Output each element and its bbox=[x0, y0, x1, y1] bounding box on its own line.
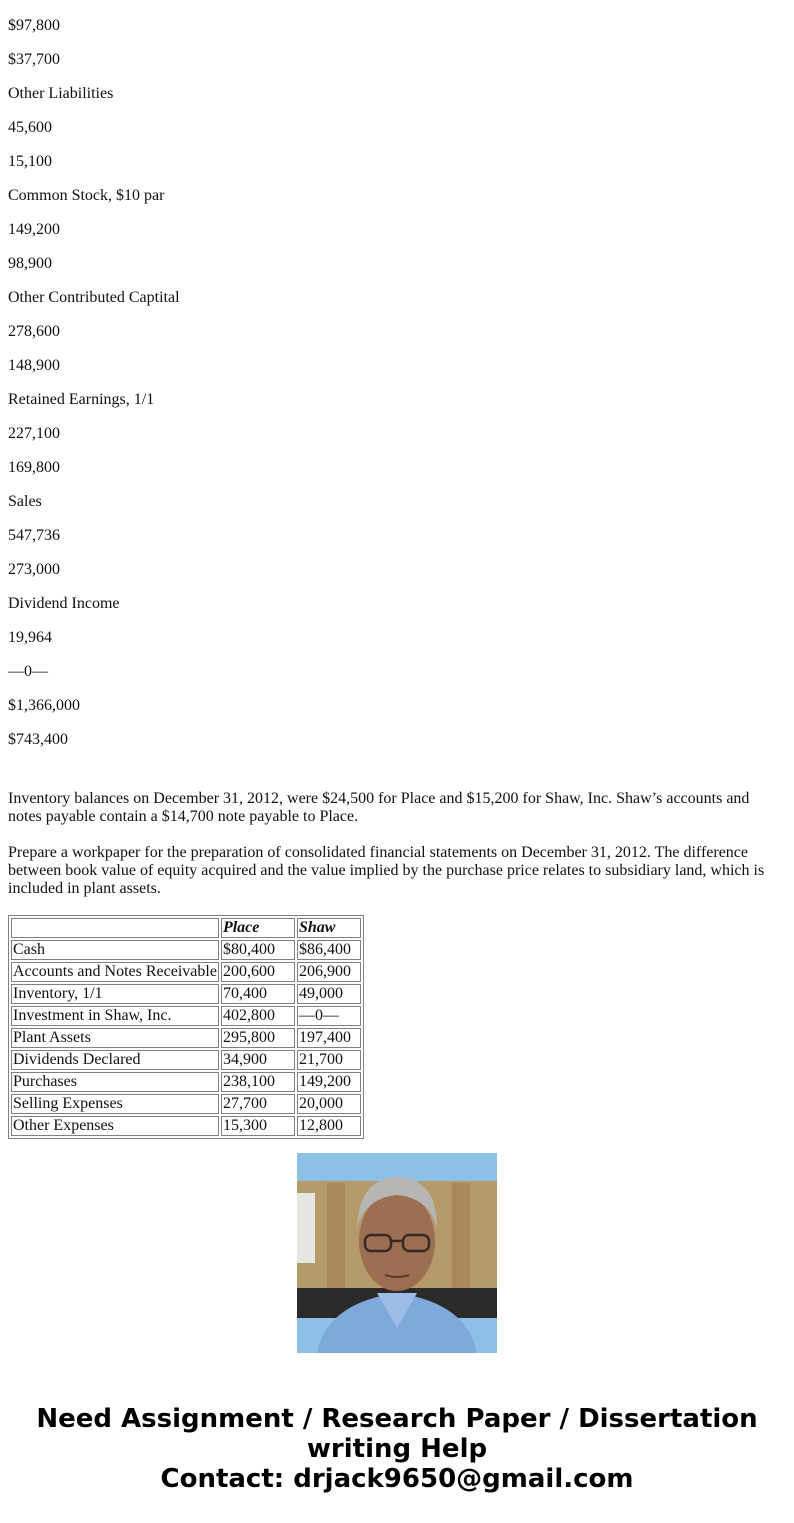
list-value-place: 45,600 bbox=[8, 119, 52, 136]
cell-shaw: 149,200 bbox=[297, 1072, 361, 1092]
list-value-shaw: 98,900 bbox=[8, 255, 52, 272]
row-label: Plant Assets bbox=[11, 1028, 219, 1048]
cell-place: 15,300 bbox=[221, 1116, 295, 1136]
portrait-icon bbox=[297, 1153, 497, 1353]
row-label: Selling Expenses bbox=[11, 1094, 219, 1114]
list-value-shaw: 169,800 bbox=[8, 459, 60, 476]
list-label bbox=[8, 0, 786, 1]
row-label: Inventory, 1/1 bbox=[11, 984, 219, 1004]
cell-place: 70,400 bbox=[221, 984, 295, 1004]
cell-place: 27,700 bbox=[221, 1094, 295, 1114]
cell-shaw: 21,700 bbox=[297, 1050, 361, 1070]
row-label: Accounts and Notes Receivable bbox=[13, 963, 217, 980]
balance-list bbox=[8, 0, 786, 765]
cell-shaw: 206,900 bbox=[297, 962, 361, 982]
row-label: Cash bbox=[11, 940, 219, 960]
list-value-place: 227,100 bbox=[8, 425, 60, 442]
list-label: Other Liabilities bbox=[8, 85, 114, 102]
table-row bbox=[11, 1050, 361, 1070]
header-cell-shaw: Shaw bbox=[297, 918, 361, 938]
list-value-shaw: 15,100 bbox=[8, 153, 52, 170]
total-shaw: $743,400 bbox=[8, 731, 68, 748]
list-value-place: 547,736 bbox=[8, 527, 60, 544]
table-row bbox=[11, 1072, 361, 1092]
cell-place: 238,100 bbox=[221, 1072, 295, 1092]
cell-shaw: 12,800 bbox=[297, 1116, 361, 1136]
list-label: Sales bbox=[8, 493, 42, 510]
row-label: Investment in Shaw, Inc. bbox=[11, 1006, 219, 1026]
cell-place: 295,800 bbox=[221, 1028, 295, 1048]
list-value-shaw: 273,000 bbox=[8, 561, 60, 578]
list-value-place: 149,200 bbox=[8, 221, 60, 238]
list-value-place: $97,800 bbox=[8, 17, 60, 34]
row-label: Dividends Declared bbox=[11, 1050, 219, 1070]
instructions: Prepare a workpaper for the preparation of consolidated financial statements on December 31, 2012. The difference between book value of equity acquired and the value implied by the purchase price relates to subsidiary land, which is included in plant assets. bbox=[8, 844, 765, 897]
list-label: Common Stock, $10 par bbox=[8, 187, 165, 204]
author-avatar bbox=[297, 1153, 497, 1353]
workpaper-table bbox=[8, 915, 364, 1139]
table-row bbox=[11, 1028, 361, 1048]
list-value-shaw: —0— bbox=[8, 663, 48, 680]
cell-shaw: $86,400 bbox=[297, 940, 361, 960]
header-cell-place: Place bbox=[221, 918, 295, 938]
table-row bbox=[11, 1116, 361, 1136]
workpaper-table-container bbox=[8, 915, 408, 1134]
promo-banner bbox=[0, 1404, 794, 1494]
total-place: $1,366,000 bbox=[8, 697, 80, 714]
promo-line-2: writing Help bbox=[306, 1434, 488, 1464]
cell-place: 34,900 bbox=[221, 1050, 295, 1070]
list-value-shaw: 148,900 bbox=[8, 357, 60, 374]
list-label: Dividend Income bbox=[8, 595, 120, 612]
table-row bbox=[11, 962, 361, 982]
cell-shaw: —0— bbox=[297, 1006, 361, 1026]
promo-line-1: Need Assignment / Research Paper / Dissertation bbox=[36, 1404, 758, 1434]
table-row bbox=[11, 984, 361, 1004]
cell-shaw: 197,400 bbox=[297, 1028, 361, 1048]
row-label: Other Expenses bbox=[11, 1116, 219, 1136]
list-label: Retained Earnings, 1/1 bbox=[8, 391, 155, 408]
promo-contact: Contact: drjack9650@gmail.com bbox=[160, 1464, 634, 1494]
list-label: Other Contributed Captital bbox=[8, 289, 180, 306]
list-value-place: 19,964 bbox=[8, 629, 52, 646]
inventory-note: Inventory balances on December 31, 2012, were $24,500 for Place and $15,200 for Shaw, Inc. Shaw’s accounts and notes payable contain a $14,700 note payable to Place. bbox=[8, 790, 750, 825]
cell-place: 200,600 bbox=[221, 962, 295, 982]
header-cell-blank bbox=[11, 918, 219, 938]
cell-shaw: 49,000 bbox=[297, 984, 361, 1004]
table-row bbox=[11, 1094, 361, 1114]
list-value-shaw: $37,700 bbox=[8, 51, 60, 68]
table-row bbox=[11, 940, 361, 960]
cell-shaw: 20,000 bbox=[297, 1094, 361, 1114]
row-label: Purchases bbox=[11, 1072, 219, 1092]
table-header-row bbox=[11, 918, 361, 938]
list-value-place: 278,600 bbox=[8, 323, 60, 340]
table-row bbox=[11, 1006, 361, 1026]
cell-place: 402,800 bbox=[221, 1006, 295, 1026]
cell-place: $80,400 bbox=[221, 940, 295, 960]
